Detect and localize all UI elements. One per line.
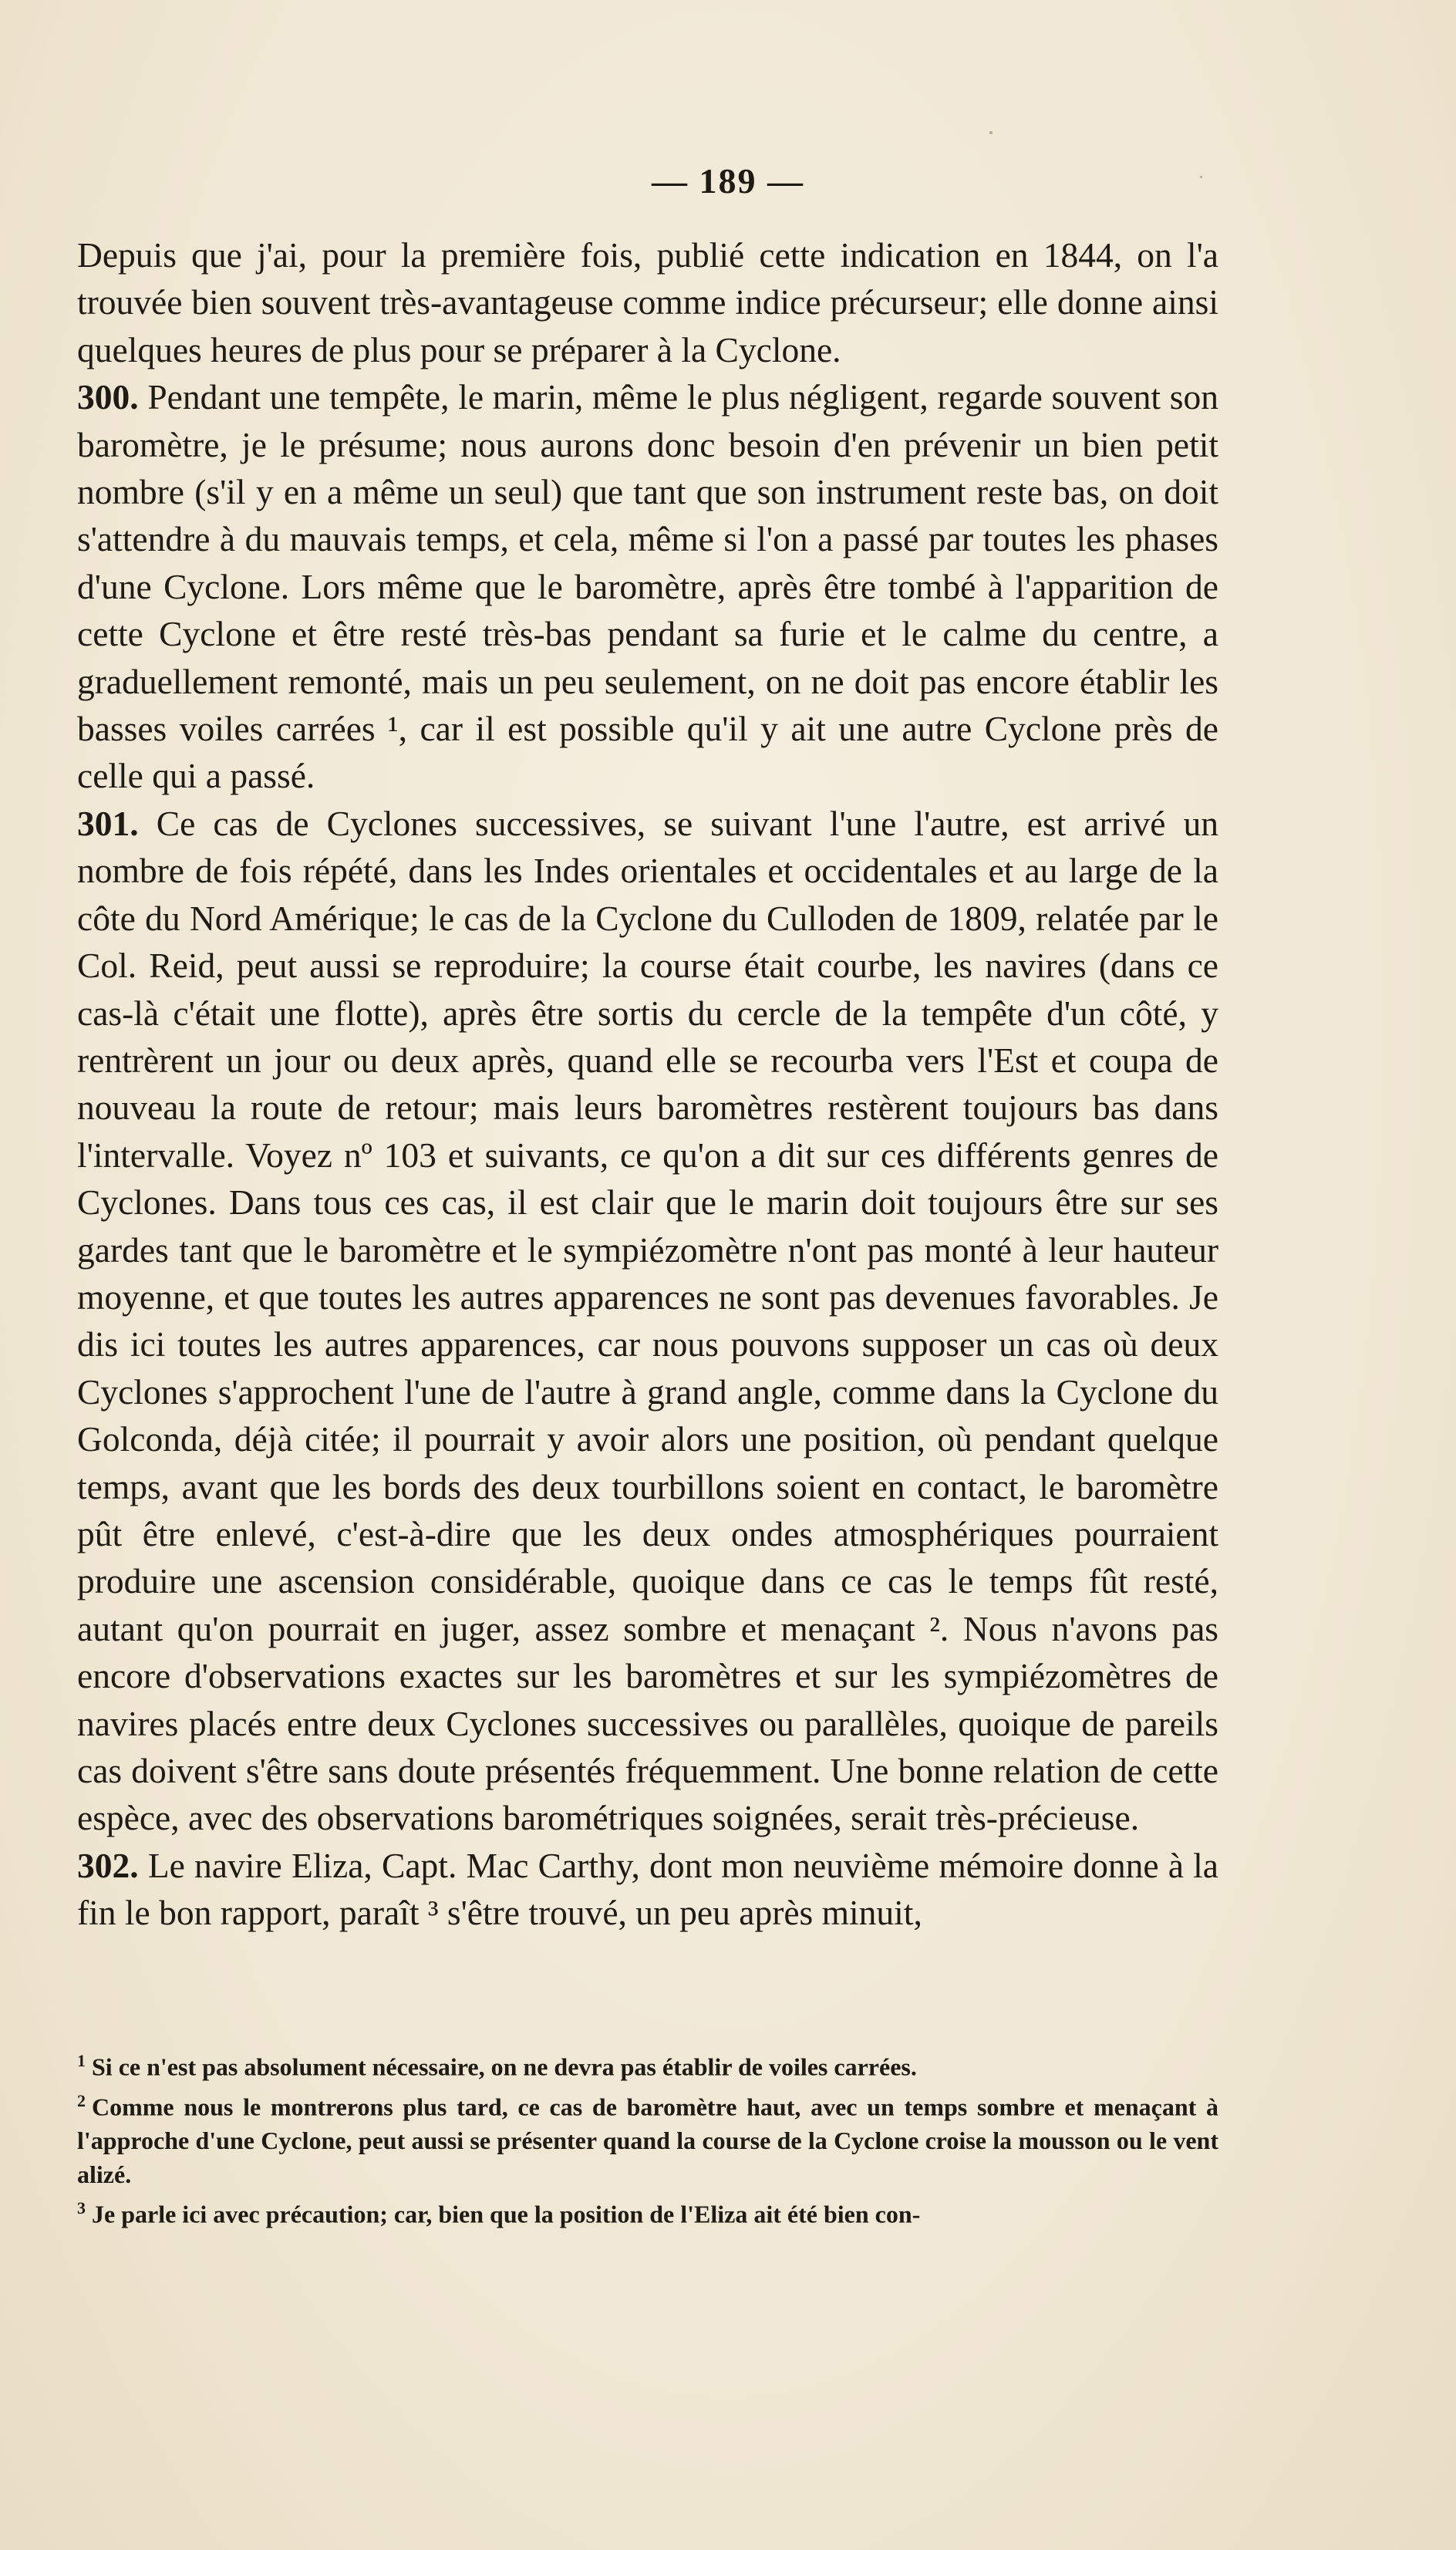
footnote-mark: 1 [77,2051,86,2070]
paragraph-text: Ce cas de Cyclones successives, se suivant l'une l'autre, est arrivé un nombre de fois répété, dans les Indes orientales et occidentales et au large de la côte du Nord Amérique; le cas de la Cyclone du Culloden de 1809, relatée par le Col. Reid, peut aussi se reproduire; la course était courbe, les navires (dans ce cas-là c'était une flotte), après être sortis du cercle de la tempête d'un côté, y rentrèrent un jour ou deux après, quand elle se recourba vers l'Est et coupa de nouveau la route de retour; mais leurs baromètres restèrent toujours bas dans l'intervalle. Voyez nº 103 et suivants, ce qu'on a dit sur ces différents genres de Cyclones. Dans tous ces cas, il est clair que le marin doit toujours être sur ses gardes tant que le baromètre et le sympiézomètre n'ont pas monté à leur hauteur moyenne, et que toutes les autres apparences ne sont pas devenues favorables. Je dis ici toutes les autres apparences, car nous pouvons supposer un cas où deux Cyclones s'approchent l'une de l'autre à grand angle, comme dans la Cyclone du Golconda, déjà citée; il pourrait y avoir alors une position, où pendant quelque temps, avant que les bords des deux tourbillons soient en contact, le baromètre pût être enlevé, c'est-à-dire que les deux ondes atmosphériques pourraient produire une ascension considérable, quoique dans ce cas le temps fût resté, autant qu'on pourrait en juger, assez sombre et menaçant ². Nous n'avons pas encore d'observations exactes sur les baromètres et sur les sympiézomètres de navires placés entre deux Cyclones successives ou parallèles, quoique de pareils cas doivent s'être sans doute présentés fréquemment. Une bonne relation de cette espèce, avec des observations barométriques soignées, serait très-précieuse. [77,803,1219,1838]
paragraph-text: Depuis que j'ai, pour la première fois, publié cette indication en 1844, on l'a trouvée bien souvent très-avantageuse comme indice précurseur; elle donne ainsi quelques heures de plus pour se préparer à la Cyclone. [77,235,1218,369]
footnote [77,2044,1218,2084]
paragraph-number: 301. [77,803,139,843]
paragraph-text: Pendant une tempête, le marin, même le plus négligent, regarde souvent son baromètre, je le présume; nous aurons donc besoin d'en prévenir un bien petit nombre (s'il y en a même un seul) que tant que son instrument reste bas, on doit s'attendre à du mauvais temps, et cela, même si l'on a passé par toutes les phases d'une Cyclone. Lors même que le baromètre, après être tombé à l'apparition de cette Cyclone et être resté très-bas pendant sa furie et le calme du centre, a graduellement remonté, mais un peu seulement, on ne doit pas encore établir les basses voiles carrées ¹, car il est possible qu'il y ait une autre Cyclone près de celle qui a passé. [77,377,1219,796]
paragraph-number: 300. [77,377,139,417]
page-number: — 189 — [652,161,804,201]
footnote-mark: 3 [77,2198,86,2218]
footnote-text: Je parle ici avec précaution; car, bien que la position de l'Eliza ait été bien con- [92,2200,921,2228]
footnote-mark: 2 [77,2090,86,2110]
footnote-text: Si ce n'est pas absolument nécessaire, on ne devra pas établir de voiles carrées. [92,2052,917,2081]
footnote [77,2084,1218,2192]
main-text [77,231,1218,1937]
paragraph [77,373,1218,800]
footnotes [77,2044,1218,2231]
paragraph [77,1842,1218,1937]
paragraph-text: Le navire Eliza, Capt. Mac Carthy, dont mon neuvième mémoire donne à la fin le bon rapport, paraît ³ s'être trouvé, un peu après minuit, [77,1845,1218,1933]
footnote-text: Comme nous le montrerons plus tard, ce cas de baromètre haut, avec un temps sombre et menaçant à l'approche d'une Cyclone, peut aussi se présenter quand la course de la Cyclone croise la mousson ou le vent alizé. [77,2093,1218,2189]
footnote [77,2191,1218,2231]
paper-speck [989,131,993,134]
paragraph [77,231,1218,373]
paragraph-number: 302. [77,1845,139,1885]
paragraph [77,800,1218,1842]
